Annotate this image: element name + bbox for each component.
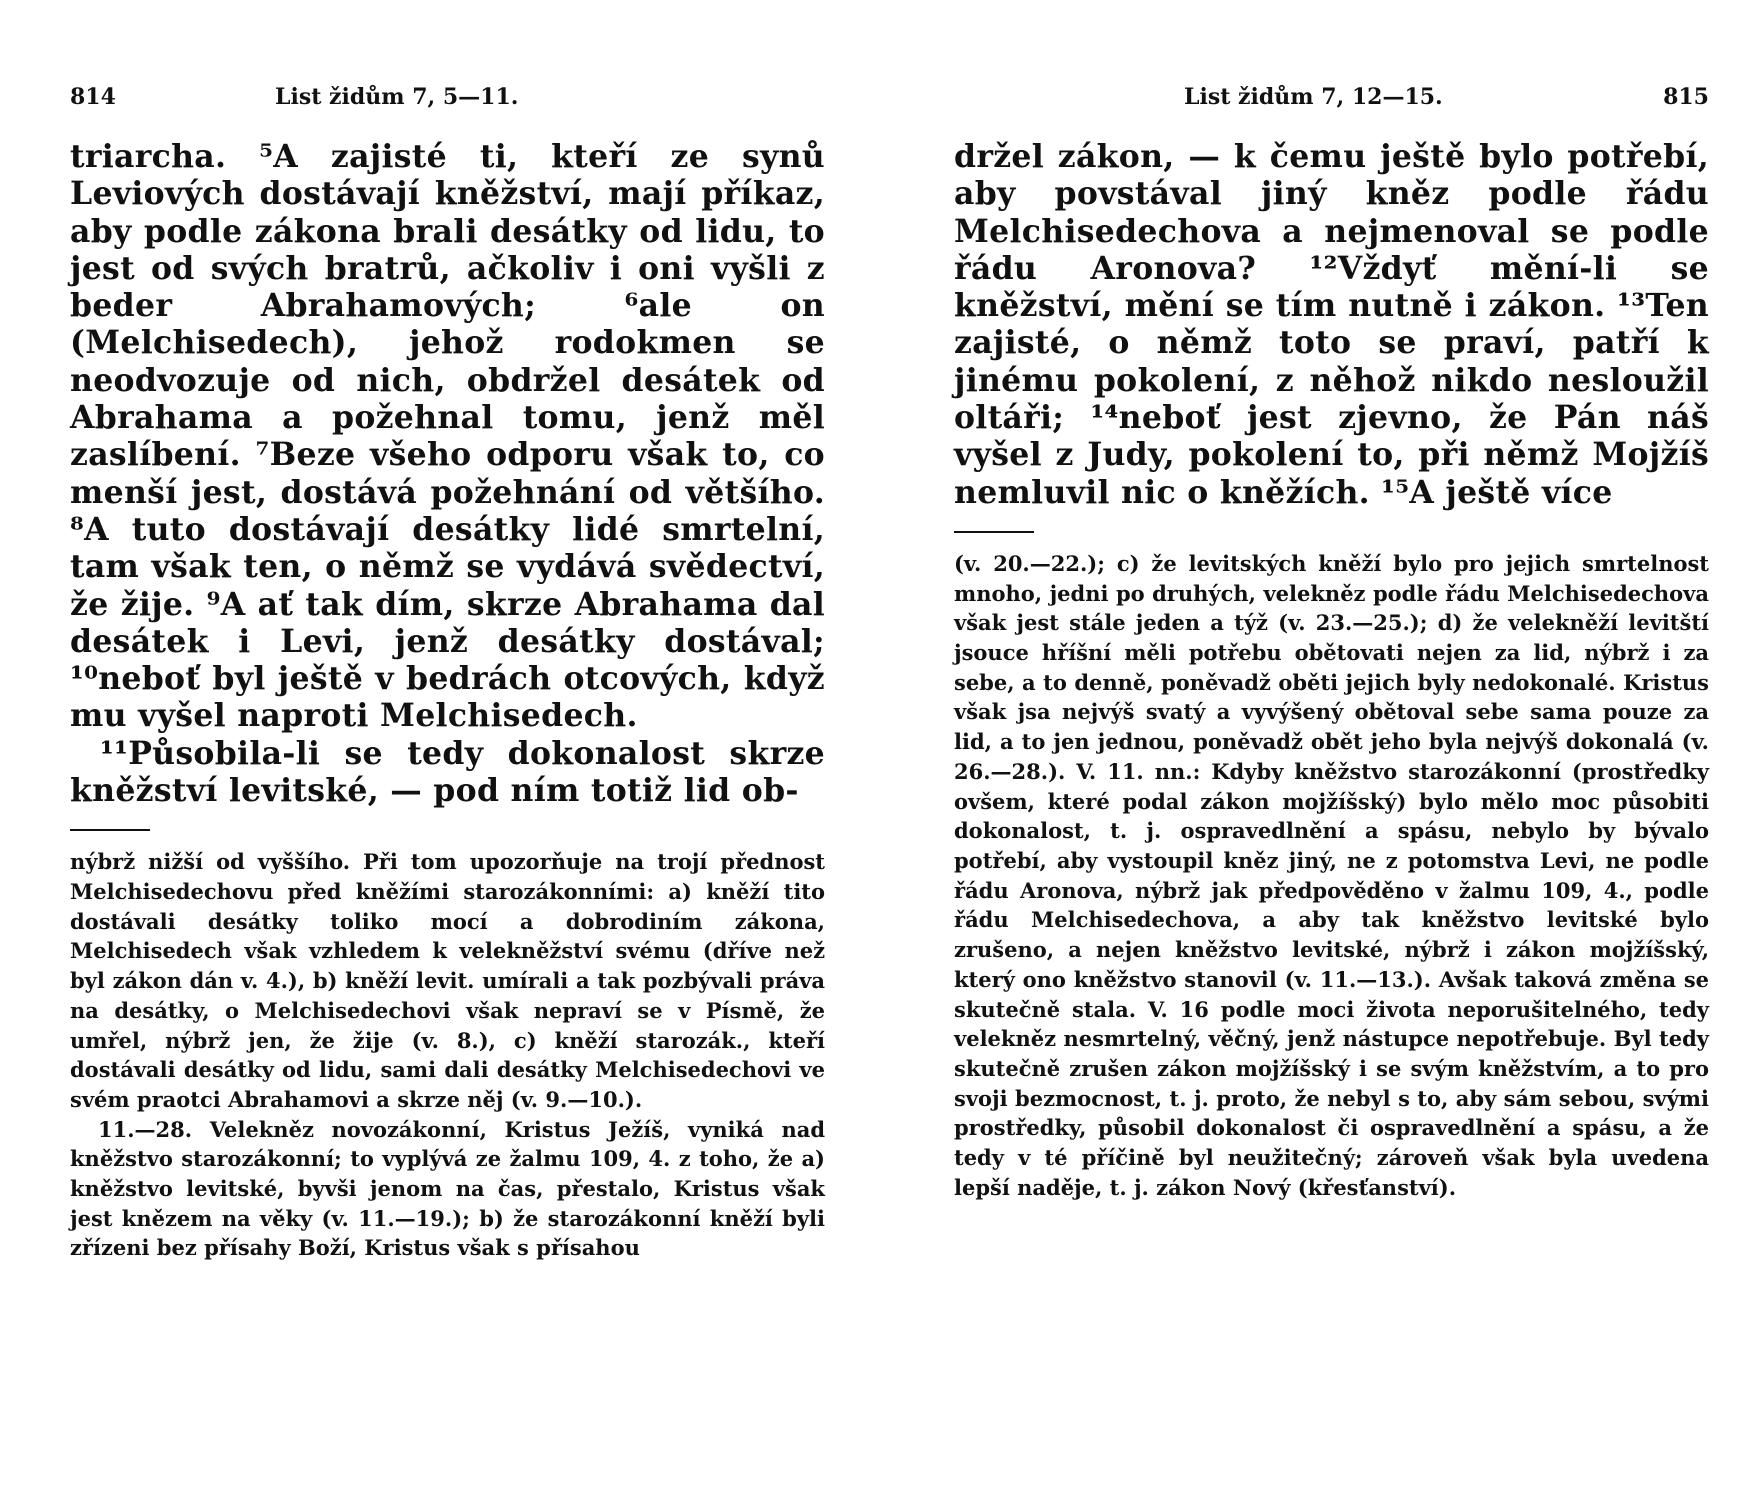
main-text-right	[954, 138, 1709, 511]
paragraph: triarcha. ⁵A zajisté ti, kteří ze synů Leviových dostávají kněžství, mají příkaz, aby podle zákona brali desátky od lidu, to jest od svých bratrů, ačkoliv i oni vyšli z beder Abrahamových; ⁶ale on (Melchisedech), jehož rodokmen se neodvozuje od nich, obdržel desátek od Abrahama a požehnal tomu, jenž měl zaslíbení. ⁷Beze všeho odporu však to, co menší jest, dostává požehnání od většího. ⁸A tuto dostávají desátky lidé smrtelní, tam však ten, o němž se vydává svědectví, že žije. ⁹A ať tak dím, skrze Abrahama dal desátek i Levi, jenž desátky dostával; ¹⁰neboť byl ještě v bedrách otcových, když mu vyšel naproti Melchisedech.	[70, 138, 825, 735]
footnote-paragraph: (v. 20.—22.); c) že levitských kněží bylo pro jejich smrtelnost mnoho, jedni po druhých, velekněz podle řádu Melchisedechova však jest stále jeden a týž (v. 23.—25.); d) že velekněží levitští jsouce hříšní měli potřebu obětovati nejen za lid, nýbrž i za sebe, a to denně, poněvadž oběti jejich byly nedokonalé. Kristus však jsa nejvýš svatý a vyvýšený obětoval sebe sama pouze za lid, a to jen jednou, poněvadž obět jeho byla nejvýš dokonalá (v. 26.—28.). V. 11. nn.: Kdyby kněžstvo starozákonní (prostředky ovšem, které podal zákon mojžíšský) bylo mělo moc působiti dokonalost, t. j. ospravedlnění a spásu, nebylo by bývalo potřebí, aby vystoupil kněz jiný, ne z potomstva Levi, ne podle řádu Aronova, nýbrž jak předpověděno v žalmu 109, 4., podle řádu Melchisedechova, a aby tak kněžstvo levitské bylo zrušeno, a nejen kněžstvo levitské, nýbrž i zákon mojžíšský, který ono kněžstvo stanovil (v. 11.—13.). Avšak taková změna se skutečně stala. V. 16 podle moci života neporušitelného, tedy velekněz nesmrtelný, věčný, jenž nástupce nepotřebuje. Byl tedy skutečně zrušen zákon mojžíšský i se svým kněžstvím, a to pro svoji bezmocnost, t. j. proto, že nebyl s to, aby sám sebou, svými prostředky, působil dokonalost či ospravedlnění a spásu, a že tedy v té příčině byl neužitečný; zároveň však byla uvedena lepší naděje, t. j. zákon Nový (křesťanství).	[954, 550, 1709, 1200]
running-head-left	[70, 84, 825, 118]
right-page	[954, 84, 1709, 1202]
left-page	[70, 84, 825, 1263]
running-head-right	[954, 84, 1709, 118]
footnote-separator	[954, 531, 1034, 533]
paragraph: ¹¹Působila-li se tedy dokonalost skrze kněžství levitské, — pod ním totiž lid ob-	[70, 734, 825, 810]
footnote-separator	[70, 829, 150, 831]
footnotes-left	[70, 847, 825, 1263]
page-number-right: 815	[1663, 84, 1709, 110]
main-text-left	[70, 138, 825, 809]
paragraph: držel zákon, — k čemu ještě bylo potřebí, aby povstával jiný kněz podle řádu Melchisedechova a nejmenoval se podle řádu Aronova? ¹²Vždyť mění-li se kněžství, mění se tím nutně i zákon. ¹³Ten zajisté, o němž toto se praví, patří k jinému pokolení, z něhož nikdo nesloužil oltáři; ¹⁴neboť jest zjevno, že Pán náš vyšel z Judy, pokolení to, při němž Mojžíš nemluvil nic o kněžích. ¹⁵A ještě více	[954, 138, 1709, 511]
running-title-left: List židům 7, 5—11.	[275, 84, 519, 110]
footnotes-right	[954, 549, 1709, 1202]
footnote-paragraph: 11.—28. Velekněz novozákonní, Kristus Ježíš, vyniká nad kněžstvo starozákonní; to vyplývá ze žalmu 109, 4. z toho, že a) kněžstvo levitské, byvši jenom na čas, přestalo, Kristus však jest knězem na věky (v. 11.—19.); b) že starozákonní kněží byli zřízeni bez přísahy Boží, Kristus však s přísahou	[70, 1116, 825, 1261]
running-title-right: List židům 7, 12—15.	[1184, 84, 1443, 110]
footnote-paragraph: nýbrž nižší od vyššího. Při tom upozorňuje na trojí přednost Melchisedechovu před kněžími starozákonními: a) kněží tito dostávali desátky toliko mocí a dobrodiním zákona, Melchisedech však vzhledem k velekněžství svému (dříve než byl zákon dán v. 4.), b) kněží levit. umírali a tak pozbývali práva na desátky, o Melchisedechovi však nepraví se v Písmě, že umřel, nýbrž jen, že žije (v. 8.), c) kněží starozák., kteří dostávali desátky od lidu, sami dali desátky Melchisedechovi ve svém praotci Abrahamovi a skrze něj (v. 9.—10.).	[70, 849, 825, 1112]
page-number-left: 814	[70, 84, 116, 110]
